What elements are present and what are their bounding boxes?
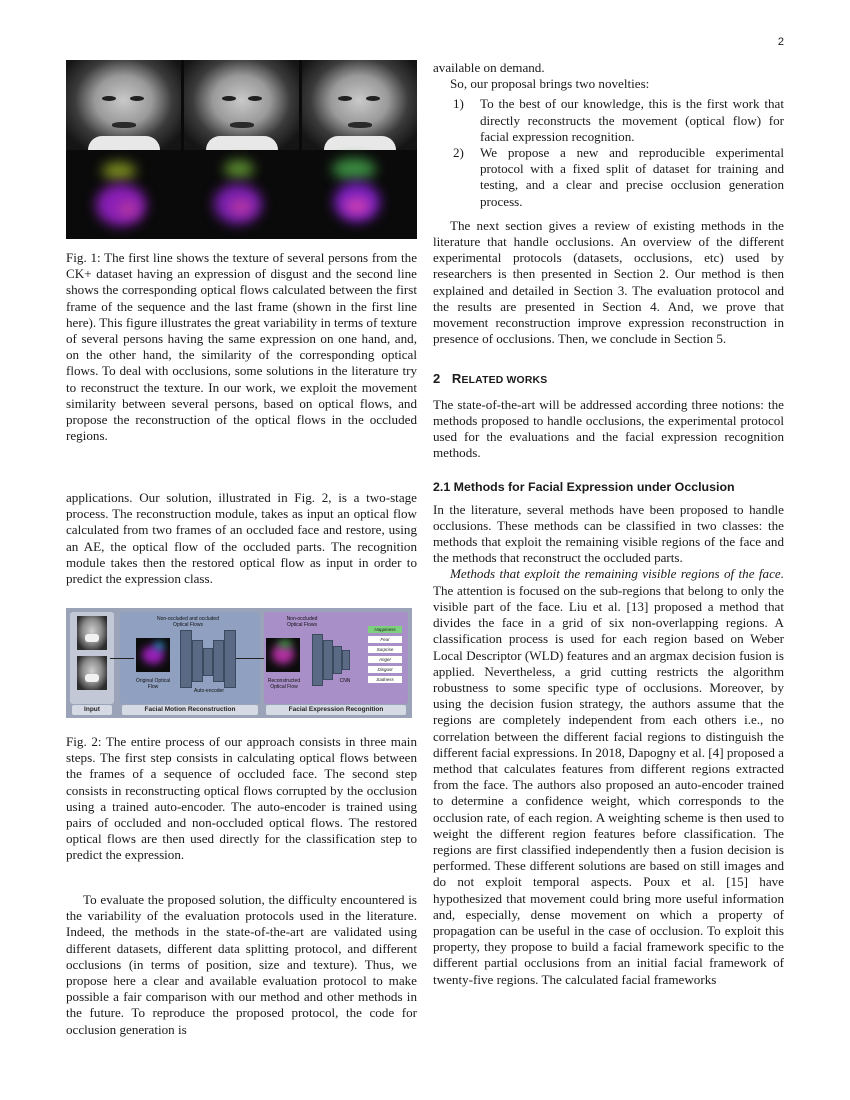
face-photo bbox=[184, 60, 299, 150]
subsection-heading: 2.1 Methods for Facial Expression under Occlusion bbox=[433, 480, 735, 495]
cnn-layer bbox=[312, 634, 323, 686]
original-flow-label: Original Optical Flow bbox=[135, 678, 171, 690]
class-label: Sadness bbox=[368, 676, 402, 683]
bottleneck-layer bbox=[203, 648, 213, 676]
decoder-layer bbox=[213, 640, 224, 682]
encoder-layer bbox=[180, 630, 192, 688]
section-heading: 2 RELATED WORKS bbox=[433, 371, 548, 387]
flow-arrow bbox=[236, 658, 264, 659]
novelties-list bbox=[433, 96, 784, 209]
paragraph: available on demand. bbox=[433, 60, 545, 75]
paragraph: The next section gives a review of existing methods in the literature that handle occlusions. An overview of the different experimental protocols (datasets, occlusions, etc) used by researchers is then presented in Section 2. Our method is then explained and detailed in Section 3. The evaluation protocol and the results are presented in Section 4. And, we prove that movement reconstruction improve expression reconstruction in presence of occlusions. Then, we conclude in Section 5. bbox=[433, 217, 784, 347]
cnn-layer bbox=[333, 646, 342, 674]
face-photo bbox=[66, 60, 181, 150]
reconstruction-stage-label: Facial Motion Reconstruction bbox=[122, 705, 258, 715]
figure-1-image bbox=[66, 60, 417, 239]
list-item: 1) To the best of our knowledge, this is the first work that directly reconstructs the movement (optical flow) for facial expression recognition. bbox=[453, 96, 784, 144]
optical-flow-image bbox=[66, 152, 181, 239]
non-occluded-flows-label: Non-occluded Optical Flows bbox=[286, 616, 318, 628]
flow-arrow bbox=[110, 658, 134, 659]
paragraph: The state-of-the-art will be addressed according three notions: the methods proposed to handle occlusions, the experimental protocol used for the evaluations and the facial expression recognition methods. bbox=[433, 396, 784, 461]
face-photo bbox=[302, 60, 417, 150]
autoencoder-label: Auto-encoder bbox=[193, 688, 225, 694]
paragraph: So, our proposal brings two novelties: bbox=[450, 76, 650, 92]
cnn-label: CNN bbox=[339, 678, 351, 684]
figure-1-caption: Fig. 1: The first line shows the texture of several persons from the CK+ dataset having an expression of disgust and the second line shows the corresponding optical flows calculated between the first frame of the sequence and the last frame (shown in the first line here). This figure illustrates the great variability in terms of texture of several persons having the same expression on one hand, and, on the other hand, the similarity of the corresponding optical flows. To deal with occlusions, some solutions in the literature try to reconstruct the texture. In our work, we exploit the movement similarity between several persons, based on optical flows, and propose the reconstruction of the optical flows in the occluded regions. bbox=[66, 250, 417, 444]
class-label: Fear bbox=[368, 636, 402, 643]
decoder-layer bbox=[224, 630, 236, 688]
cnn-layer bbox=[323, 640, 333, 680]
recognition-stage-label: Facial Expression Recognition bbox=[266, 705, 406, 715]
left-paragraph: To evaluate the proposed solution, the difficulty encountered is the variability of the evaluation protocols used in the literature. Indeed, the methods in the state-of-the-art are validated using different datasets, different data splitting protocol, and different occlusions (in terms of position, size and texture). Thus, we propose here a clear and available evaluation protocol to make possible a fair comparison with our method and other methods in the future. To reproduce the proposed protocol, the code for occlusion generation is bbox=[66, 892, 417, 1037]
input-stage-label: Input bbox=[72, 705, 112, 715]
occluded-face-image bbox=[77, 656, 107, 690]
occluded-face-image bbox=[77, 616, 107, 650]
paragraph: Methods that exploit the remaining visible regions of the face. The attention is focused on the sub-regions that belong to only the visible part of the face. Liu et al. [13] proposed a method that divides the face in a grid of six non-overlapping regions. A classification process is used for each region based on Weber Local Descriptor (WLD) features and an argmax decision fusion is applied. Nevertheless, a grid cutting restricts the algorithm robustness to some specific type of occlusions. Moreover, by using the decision fusion strategy, the authors assume that the regions are completely independent from each others i.e., no correlation between the different facial regions to distinguish the different facial expressions. In 2018, Dapogny et al. [4] proposed a method that calculates features from different regions extracted from the face. The authors also proposed an auto-encoder trained to determine a confidence weight, which corresponds to the occlusion rate, of each region. A weighting scheme is then used to weight the different region features before classification. The regions are first classified independently then a fusion decision is performed. These different solutions are based on still images and do not exploit temporal aspects. Poux et al. [15] have hypothesized that movement could bring more useful information and, especially, dense movement on which a property of propagation can be useful in the case of occlusion. To exploit this property, they propose to build a facial framework specific to the different partial occlusions from an initial facial framework of twenty-five regions. The calculated facial frameworks bbox=[433, 566, 784, 987]
encoder-layer bbox=[192, 640, 203, 682]
left-paragraph: applications. Our solution, illustrated in Fig. 2, is a two-stage process. The reconstruction module, takes as input an optical flow calculated from two frames of an occluded face and restore, using an AE, the optical flow of the occluded parts. The recognition module takes then the restored optical flow as input in order to predict the expression class. bbox=[66, 490, 417, 587]
reconstructed-flow-label: Reconstructed Optical Flow bbox=[267, 678, 301, 690]
class-label: Happiness bbox=[368, 626, 402, 633]
reconstructed-flow-image bbox=[266, 638, 300, 672]
optical-flow-image bbox=[302, 152, 417, 239]
page-number: 2 bbox=[777, 36, 784, 48]
original-flow-image bbox=[136, 638, 170, 672]
list-item: 2) We propose a new and reproducible experimental protocol with a fixed split of dataset for training and testing, and a clear and precise occlusion generation process. bbox=[453, 145, 784, 209]
class-label: Disgust bbox=[368, 666, 402, 673]
cnn-layer bbox=[342, 650, 350, 670]
class-label: Surprise bbox=[368, 646, 402, 653]
right-column bbox=[433, 60, 784, 988]
optical-flow-image bbox=[184, 152, 299, 239]
training-flows-label: Non-occluded and occluded Optical Flows bbox=[157, 616, 219, 628]
class-label: Anger bbox=[368, 656, 402, 663]
paragraph: In the literature, several methods have been proposed to handle occlusions. These methods can be classified in two classes: the methods that exploit the remaining visible regions of the face and the methods that reconstruct the occluded parts. bbox=[433, 501, 784, 566]
figure-2-caption: Fig. 2: The entire process of our approach consists in three main steps. The first step consists in calculating optical flows between the frames of a sequence of occluded face. The second step consists in reconstructing optical flows corrupted by the occlusion using a trained auto-encoder. The auto-encoder is trained using pairs of occluded and non-occluded optical flows. The restored optical flows are then used directly for the classification step to predict the expression. bbox=[66, 734, 417, 863]
figure-2-image bbox=[66, 608, 412, 718]
